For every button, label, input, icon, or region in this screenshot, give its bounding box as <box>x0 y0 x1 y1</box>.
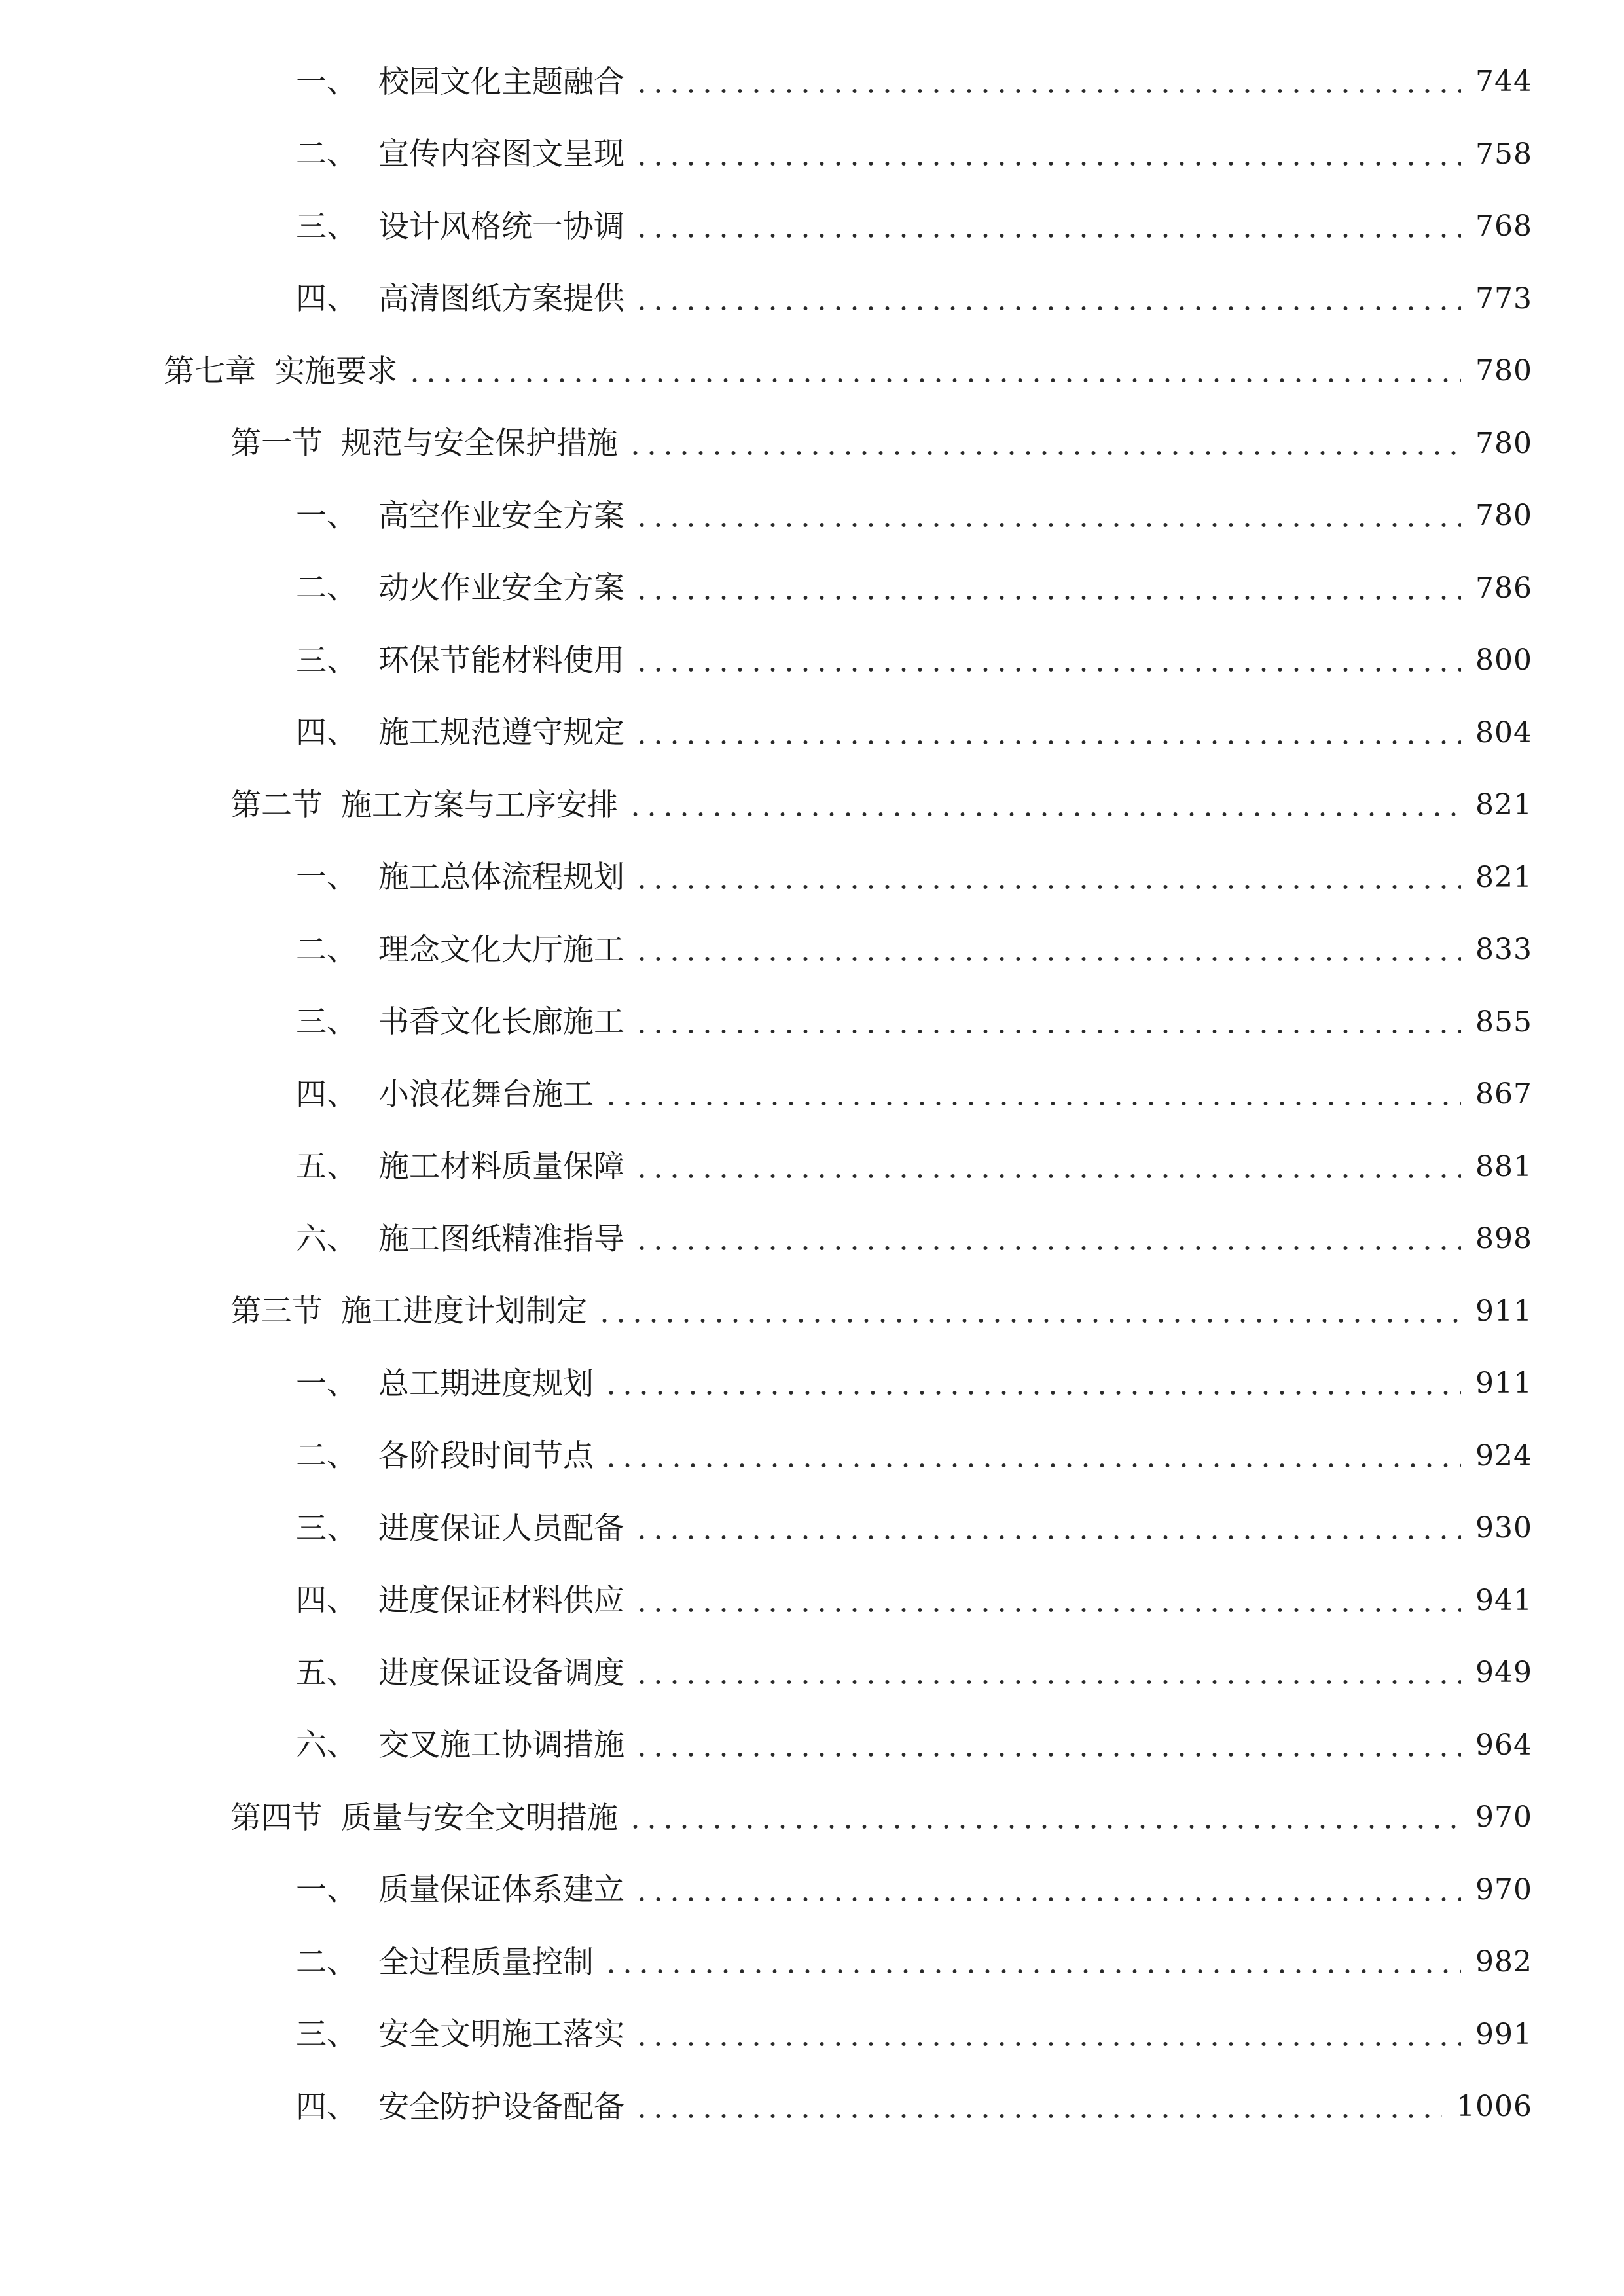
dot-leader <box>603 1463 1461 1468</box>
toc-entry-number: 四、 <box>296 1076 357 1113</box>
dot-leader <box>634 595 1461 600</box>
toc-entry-item[interactable] <box>0 697 1624 770</box>
toc-entry-title: 书香文化长廊施工 <box>378 1004 624 1041</box>
dot-leader <box>634 2113 1442 2119</box>
dot-leader <box>634 667 1461 672</box>
dot-leader <box>634 1174 1461 1179</box>
toc-entry-number: 四、 <box>296 715 357 751</box>
dot-leader <box>634 2041 1461 2047</box>
toc-entry-number: 三、 <box>296 208 357 245</box>
toc-entry-page-number: 821 <box>1475 860 1532 894</box>
toc-entry-page-number: 1006 <box>1456 2090 1532 2124</box>
dot-leader <box>634 1679 1461 1685</box>
toc-entry-number: 二、 <box>296 570 357 607</box>
toc-entry-number: 第三节 <box>230 1293 323 1330</box>
toc-entry-title: 环保节能材料使用 <box>378 642 624 679</box>
toc-entry-number: 三、 <box>296 2017 357 2053</box>
toc-entry-item[interactable] <box>0 1637 1624 1710</box>
dot-leader <box>634 884 1461 889</box>
dot-leader <box>634 1029 1461 1034</box>
toc-entry-title: 理念文化大厅施工 <box>378 931 624 968</box>
toc-entry-page-number: 970 <box>1475 1873 1532 1907</box>
toc-entry-title: 施工材料质量保障 <box>378 1149 624 1185</box>
toc-entry-page-number: 780 <box>1475 354 1532 388</box>
toc-entry-number: 五、 <box>296 1655 357 1691</box>
toc-entry-page-number: 867 <box>1475 1077 1532 1111</box>
dot-leader <box>634 161 1461 166</box>
dot-leader <box>603 1101 1461 1106</box>
toc-entry-title: 施工图纸精准指导 <box>378 1221 624 1257</box>
toc-entry-number: 四、 <box>296 1583 357 1619</box>
dot-leader <box>634 1535 1461 1540</box>
toc-entry-page-number: 821 <box>1475 788 1532 822</box>
toc-entry-item[interactable] <box>0 1420 1624 1493</box>
toc-entry-page-number: 780 <box>1475 426 1532 460</box>
toc-entry-number: 三、 <box>296 1004 357 1041</box>
toc-entry-title: 各阶段时间节点 <box>378 1438 594 1475</box>
toc-entry-title: 实施要求 <box>274 353 397 389</box>
toc-entry-number: 六、 <box>296 1727 357 1764</box>
toc-entry-item[interactable] <box>0 552 1624 625</box>
dot-leader <box>596 1318 1461 1323</box>
toc-entry-page-number: 800 <box>1475 643 1532 677</box>
toc-entry-number: 二、 <box>296 1944 357 1981</box>
toc-entry-page-number: 991 <box>1475 2017 1532 2051</box>
toc-entry-item[interactable] <box>0 1203 1624 1276</box>
toc-entry-page-number: 930 <box>1475 1511 1532 1545</box>
toc-entry-page-number: 898 <box>1475 1222 1532 1256</box>
toc-entry-page-number: 949 <box>1475 1656 1532 1690</box>
toc-entry-chapter[interactable] <box>0 335 1624 408</box>
toc-entry-item[interactable] <box>0 2071 1624 2144</box>
toc-entry-section[interactable] <box>0 1276 1624 1348</box>
dot-leader <box>634 1246 1461 1251</box>
toc-entry-page-number: 804 <box>1475 715 1532 749</box>
toc-entry-title: 质量与安全文明措施 <box>341 1799 618 1836</box>
toc-entry-title: 安全文明施工落实 <box>378 2017 624 2053</box>
toc-entry-item[interactable] <box>0 914 1624 986</box>
toc-entry-number: 六、 <box>296 1221 357 1257</box>
toc-entry-section[interactable] <box>0 408 1624 480</box>
toc-entry-item[interactable] <box>0 263 1624 336</box>
toc-entry-title: 安全防护设备配备 <box>378 2089 624 2125</box>
toc-entry-item[interactable] <box>0 1348 1624 1420</box>
toc-entry-title: 进度保证材料供应 <box>378 1583 624 1619</box>
dot-leader <box>634 956 1461 961</box>
toc-entry-item[interactable] <box>0 190 1624 263</box>
toc-entry-page-number: 744 <box>1475 65 1532 99</box>
toc-entry-item[interactable] <box>0 1492 1624 1565</box>
dot-leader <box>634 88 1461 94</box>
toc-entry-item[interactable] <box>0 46 1624 118</box>
toc-entry-page-number: 964 <box>1475 1728 1532 1762</box>
toc-entry-title: 高空作业安全方案 <box>378 497 624 534</box>
dot-leader <box>634 1752 1461 1757</box>
toc-entry-item[interactable] <box>0 1926 1624 1999</box>
toc-entry-section[interactable] <box>0 769 1624 842</box>
toc-entry-item[interactable] <box>0 1565 1624 1638</box>
toc-entry-number: 三、 <box>296 642 357 679</box>
toc-entry-page-number: 970 <box>1475 1801 1532 1835</box>
toc-entry-item[interactable] <box>0 118 1624 191</box>
toc-entry-number: 二、 <box>296 931 357 968</box>
toc-entry-item[interactable] <box>0 842 1624 914</box>
dot-leader <box>603 1390 1461 1395</box>
toc-entry-number: 二、 <box>296 1438 357 1475</box>
toc-entry-item[interactable] <box>0 1854 1624 1927</box>
toc-entry-page-number: 773 <box>1475 281 1532 315</box>
dot-leader <box>627 812 1461 817</box>
toc-entry-title: 进度保证设备调度 <box>378 1655 624 1691</box>
toc-entry-number: 第七章 <box>164 353 256 389</box>
toc-entry-title: 宣传内容图文呈现 <box>378 136 624 173</box>
toc-entry-title: 进度保证人员配备 <box>378 1510 624 1547</box>
toc-entry-title: 校园文化主题融合 <box>378 63 624 100</box>
toc-entry-page-number: 833 <box>1475 933 1532 967</box>
toc-entry-page-number: 941 <box>1475 1583 1532 1617</box>
dot-leader <box>627 1824 1461 1829</box>
toc-entry-title: 规范与安全保护措施 <box>341 425 618 462</box>
toc-entry-section[interactable] <box>0 1782 1624 1854</box>
toc-entry-number: 第一节 <box>230 425 323 462</box>
toc-entry-title: 设计风格统一协调 <box>378 208 624 245</box>
toc-entry-page-number: 881 <box>1475 1149 1532 1183</box>
toc-entry-title: 施工进度计划制定 <box>341 1293 587 1330</box>
toc-entry-item[interactable] <box>0 1131 1624 1204</box>
toc-entry-item[interactable] <box>0 1058 1624 1131</box>
toc-entry-page-number: 924 <box>1475 1439 1532 1473</box>
toc-entry-number: 第四节 <box>230 1799 323 1836</box>
toc-entry-title: 交叉施工协调措施 <box>378 1727 624 1764</box>
dot-leader <box>634 522 1461 528</box>
toc-entry-number: 三、 <box>296 1510 357 1547</box>
dot-leader <box>634 1897 1461 1902</box>
dot-leader <box>634 306 1461 311</box>
toc-entry-title: 总工期进度规划 <box>378 1365 594 1402</box>
toc-entry-title: 全过程质量控制 <box>378 1944 594 1981</box>
toc-entry-page-number: 911 <box>1475 1367 1532 1401</box>
toc-entry-title: 施工总体流程规划 <box>378 859 624 896</box>
dot-leader <box>634 233 1461 238</box>
dot-leader <box>406 378 1461 383</box>
table-of-contents <box>0 46 1624 2144</box>
toc-entry-number: 一、 <box>296 1872 357 1909</box>
toc-entry-number: 第二节 <box>230 787 323 823</box>
toc-entry-page-number: 758 <box>1475 137 1532 171</box>
toc-entry-page-number: 786 <box>1475 571 1532 605</box>
toc-entry-number: 一、 <box>296 497 357 534</box>
dot-leader <box>634 1607 1461 1613</box>
dot-leader <box>634 740 1461 745</box>
dot-leader <box>603 1969 1461 1974</box>
toc-entry-title: 质量保证体系建立 <box>378 1872 624 1909</box>
toc-entry-number: 五、 <box>296 1149 357 1185</box>
toc-entry-page-number: 911 <box>1475 1294 1532 1328</box>
toc-entry-number: 四、 <box>296 281 357 317</box>
toc-entry-item[interactable] <box>0 480 1624 552</box>
toc-entry-title: 施工方案与工序安排 <box>341 787 618 823</box>
toc-entry-number: 一、 <box>296 1365 357 1402</box>
toc-entry-number: 一、 <box>296 63 357 100</box>
toc-entry-page-number: 768 <box>1475 209 1532 243</box>
toc-entry-number: 四、 <box>296 2089 357 2125</box>
toc-entry-page-number: 982 <box>1475 1945 1532 1979</box>
dot-leader <box>627 450 1461 456</box>
toc-entry-title: 小浪花舞台施工 <box>378 1076 594 1113</box>
toc-entry-title: 动火作业安全方案 <box>378 570 624 607</box>
toc-entry-item[interactable] <box>0 1710 1624 1782</box>
toc-entry-item[interactable] <box>0 624 1624 697</box>
toc-entry-title: 施工规范遵守规定 <box>378 715 624 751</box>
toc-entry-page-number: 780 <box>1475 499 1532 533</box>
toc-entry-number: 二、 <box>296 136 357 173</box>
toc-entry-page-number: 855 <box>1475 1005 1532 1039</box>
toc-entry-item[interactable] <box>0 1999 1624 2072</box>
toc-entry-number: 一、 <box>296 859 357 896</box>
toc-entry-item[interactable] <box>0 986 1624 1059</box>
toc-entry-title: 高清图纸方案提供 <box>378 281 624 317</box>
